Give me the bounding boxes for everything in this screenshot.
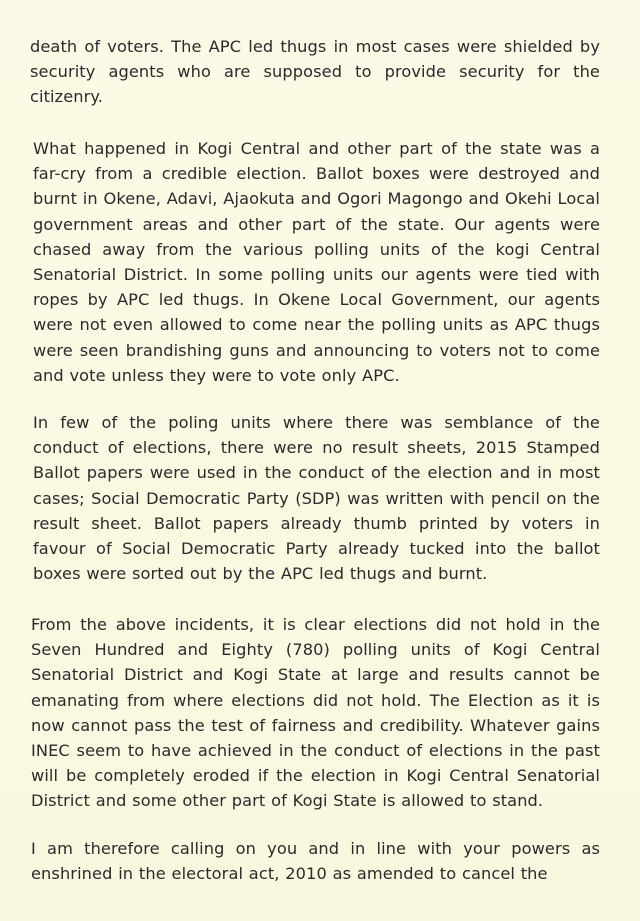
paragraph-4: From the above incidents, it is clear elections did not hold in the Seven Hundred and Eighty (780) polling units of Kogi Central Senatorial District and Kogi State at large and results cannot be emanating from where elections did not hold. The Election as it is now cannot pass the test of fairness and credibility. Whatever gains INEC seem to have achieved in the conduct of elections in the past will be completely eroded if the election in Kogi Central Senatorial District and some other part of Kogi State is allowed to stand. [31,615,600,811]
paragraph-3: In few of the poling units where there was semblance of the conduct of elections, there were no result sheets, 2015 Stamped Ballot papers were used in the conduct of the election and in most cases; Social Democratic Party (SDP) was written with pencil on the result sheet. Ballot papers already thumb printed by voters in favour of Social Democratic Party already tucked into the ballot boxes were sorted out by the APC led thugs and burnt. [33,413,600,584]
paragraph-2: What happened in Kogi Central and other part of the state was a far-cry from a credible election. Ballot boxes were destroyed and burnt in Okene, Adavi, Ajaokuta and Ogori Magongo and Okehi Local government areas and other part of the state. Our agents were chased away from the various polling units of the kogi Central Senatorial District. In some polling units our agents were tied with ropes by APC led thugs. In Okene Local Government, our agents were not even allowed to come near the polling units as APC thugs were seen brandishing guns and announcing to voters not to come and vote unless they were to vote only APC. [33,139,600,385]
paragraph-5: I am therefore calling on you and in line with your powers as enshrined in the electoral act, 2010 as amended to cancel the [31,839,600,884]
paragraph-1: death of voters. The APC led thugs in most cases were shielded by security agents who are supposed to provide security for the citizenry. [30,37,600,107]
